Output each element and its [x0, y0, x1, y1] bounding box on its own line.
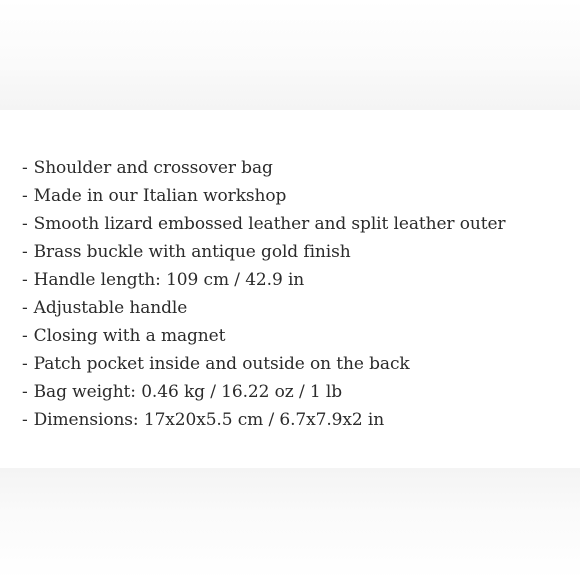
bullet-dash: -: [22, 158, 28, 178]
spec-text: Bag weight: 0.46 kg / 16.22 oz / 1 lb: [33, 382, 343, 402]
bottom-shadow-band: [0, 468, 580, 580]
bullet-dash: -: [22, 354, 28, 374]
spec-item-workshop: [22, 182, 574, 210]
spec-item-weight: [22, 378, 574, 406]
spec-item-shoulder-bag: [22, 154, 574, 182]
spec-text: Adjustable handle: [33, 298, 188, 318]
bullet-dash: -: [22, 382, 28, 402]
spec-item-adjustable-handle: [22, 294, 574, 322]
spec-text: Shoulder and crossover bag: [33, 158, 273, 178]
bullet-dash: -: [22, 214, 28, 234]
spec-item-closing: [22, 322, 574, 350]
bullet-dash: -: [22, 242, 28, 262]
spec-item-pocket: [22, 350, 574, 378]
spec-item-leather: [22, 210, 574, 238]
spec-text: Smooth lizard embossed leather and split leather outer: [33, 214, 506, 234]
spec-text: Dimensions: 17x20x5.5 cm / 6.7x7.9x2 in: [33, 410, 385, 430]
description-card: [0, 110, 580, 468]
bullet-dash: -: [22, 298, 28, 318]
bullet-dash: -: [22, 270, 28, 290]
spec-text: Made in our Italian workshop: [33, 186, 287, 206]
bullet-dash: -: [22, 326, 28, 346]
spec-text: Handle length: 109 cm / 42.9 in: [33, 270, 305, 290]
top-shadow-band: [0, 0, 580, 110]
spec-list: [22, 154, 574, 434]
bullet-dash: -: [22, 186, 28, 206]
spec-item-dimensions: [22, 406, 574, 434]
spec-text: Brass buckle with antique gold finish: [33, 242, 351, 262]
spec-text: Closing with a magnet: [33, 326, 226, 346]
spec-item-handle-length: [22, 266, 574, 294]
spec-item-buckle: [22, 238, 574, 266]
spec-text: Patch pocket inside and outside on the back: [33, 354, 410, 374]
bullet-dash: -: [22, 410, 28, 430]
